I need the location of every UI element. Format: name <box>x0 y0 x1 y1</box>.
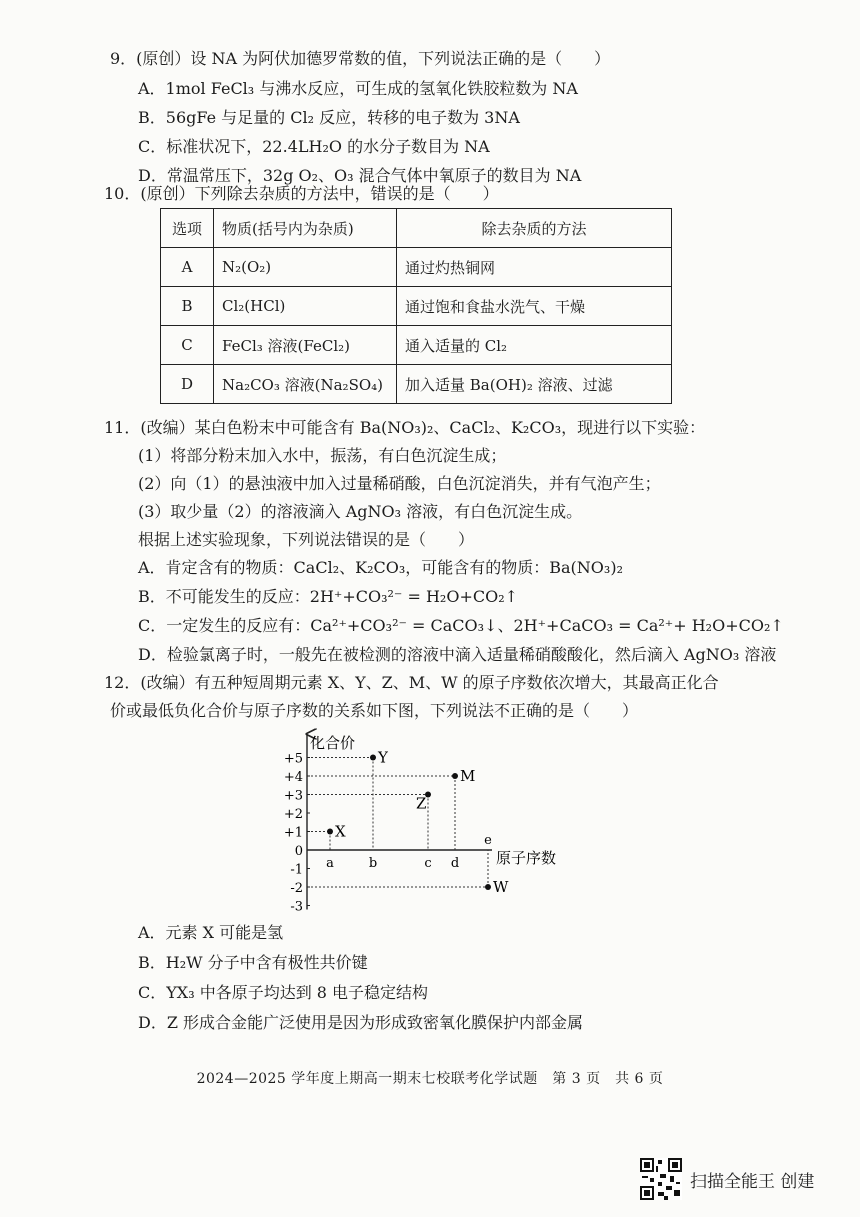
chart-points <box>327 749 509 897</box>
chart-ylabel: 化合价 <box>310 734 356 752</box>
y-tick-label: 0 <box>294 844 303 859</box>
data-point-label: W <box>493 878 509 896</box>
table-cell: Na₂CO₃ 溶液(Na₂SO₄) <box>214 365 397 404</box>
y-tick-label: +2 <box>283 807 303 822</box>
data-point <box>452 773 458 779</box>
table-row <box>161 248 672 287</box>
qr-code-icon <box>640 1158 682 1200</box>
q12-option-c: C．YX₃ 中各原子均达到 8 电子稳定结构 <box>138 983 429 1002</box>
table-cell: 通入适量的 Cl₂ <box>397 326 672 365</box>
table-cell: N₂(O₂) <box>214 248 397 287</box>
q11-option-c: C．一定发生的反应有：Ca²⁺+CO₃²⁻ = CaCO₃↓、2H⁺+CaCO₃ = Ca²⁺+ H₂O+CO₂↑ <box>138 616 784 635</box>
table-cell: 通过饱和食盐水洗气、干燥 <box>397 287 672 326</box>
data-point-label: Y <box>378 748 388 767</box>
y-tick-label: +1 <box>283 825 303 841</box>
chart-yticks <box>284 752 310 914</box>
q9-option-c: C．标准状况下，22.4LH₂O 的水分子数目为 NA <box>138 137 490 156</box>
q11-step-1: (1）将部分粉末加入水中，振荡，有白色沉淀生成； <box>138 446 507 465</box>
y-tick-label: -1 <box>290 862 303 878</box>
y-tick-label: +5 <box>283 751 303 767</box>
q12-stem-line2: 价或最低负化合价与原子序数的关系如下图，下列说法不正确的是（ ） <box>110 701 639 720</box>
table-cell: D <box>161 365 214 404</box>
data-point-label: X <box>335 822 346 841</box>
chart-xlabel: 原子序数 <box>496 849 557 867</box>
table-row <box>161 326 672 365</box>
table-header-cell: 选项 <box>161 209 214 248</box>
page-footer: 2024—2025 学年度上期高一期末七校联考化学试题 第 3 页 共 6 页 <box>196 1071 664 1087</box>
data-point-label: Z <box>416 794 427 813</box>
q12-option-b: B．H₂W 分子中含有极性共价键 <box>138 953 368 972</box>
q9-option-b: B．56gFe 与足量的 Cl₂ 反应，转移的电子数为 3NA <box>138 108 520 127</box>
q12-stem-line1: 12．(改编）有五种短周期元素 X、Y、Z、M、W 的原子序数依次增大，其最高正化合 <box>104 673 719 692</box>
table-cell: 通过灼热铜网 <box>397 248 672 287</box>
table-cell: 加入适量 Ba(OH)₂ 溶液、过滤 <box>397 365 672 404</box>
scanner-watermark <box>640 1158 814 1200</box>
data-point-label: M <box>460 767 476 785</box>
data-point <box>370 755 376 761</box>
table-header-row <box>161 209 672 248</box>
y-tick-label: +3 <box>283 788 303 804</box>
q12-option-d: D．Z 形成合金能广泛使用是因为形成致密氧化膜保护内部金属 <box>138 1013 584 1032</box>
scanner-label: 扫描全能王 创建 <box>690 1171 815 1192</box>
q9-stem: 9．(原创）设 NA 为阿伏加德罗常数的值，下列说法正确的是（ ） <box>110 49 611 68</box>
q11-option-d: D．检验氯离子时，一般先在被检测的溶液中滴入适量稀硝酸酸化，然后滴入 AgNO₃ 溶液 <box>138 645 777 664</box>
q9-option-a: A．1mol FeCl₃ 与沸水反应，可生成的氢氧化铁胶粒数为 NA <box>138 79 578 98</box>
chart-xlabels <box>326 833 492 871</box>
x-tick-label: c <box>424 856 432 871</box>
y-tick-label: +4 <box>283 770 303 785</box>
y-tick-label: -3 <box>290 899 303 913</box>
x-tick-label: d <box>450 856 460 871</box>
x-tick-label: b <box>368 856 378 871</box>
q10-table <box>160 208 672 404</box>
data-point <box>485 884 491 890</box>
valence-chart <box>270 728 570 913</box>
q11-stem: 11．(改编）某白色粉末中可能含有 Ba(NO₃)₂、CaCl₂、K₂CO₃，现进行以下实验： <box>104 418 706 437</box>
q11-step-2: (2）向（1）的悬浊液中加入过量稀硝酸，白色沉淀消失，并有气泡产生； <box>138 474 661 493</box>
table-header-cell: 物质(括号内为杂质) <box>214 209 397 248</box>
x-tick-label: a <box>326 856 334 871</box>
table-row <box>161 287 672 326</box>
q9-option-d: D．常温常压下，32g O₂、O₃ 混合气体中氧原子的数目为 NA <box>138 166 582 185</box>
table-cell: B <box>161 287 214 326</box>
table-cell: A <box>161 248 214 287</box>
q11-question: 根据上述实验现象，下列说法错误的是（ ） <box>138 530 475 549</box>
q11-option-a: A．肯定含有的物质：CaCl₂、K₂CO₃，可能含有的物质：Ba(NO₃)₂ <box>138 558 623 577</box>
table-cell: Cl₂(HCl) <box>214 287 397 326</box>
table-cell: FeCl₃ 溶液(FeCl₂) <box>214 326 397 365</box>
x-tick-label: e <box>484 833 492 848</box>
table-cell: C <box>161 326 214 365</box>
table-row <box>161 365 672 404</box>
table-header-cell: 除去杂质的方法 <box>397 209 672 248</box>
data-point <box>327 829 333 835</box>
q11-step-3: (3）取少量（2）的溶液滴入 AgNO₃ 溶液，有白色沉淀生成。 <box>138 502 583 521</box>
q12-option-a: A．元素 X 可能是氢 <box>138 923 284 942</box>
q11-option-b: B．不可能发生的反应：2H⁺+CO₃²⁻ = H₂O+CO₂↑ <box>138 587 519 606</box>
q10-stem: 10．(原创）下列除去杂质的方法中，错误的是（ ） <box>104 184 499 203</box>
y-tick-label: -2 <box>290 881 303 896</box>
